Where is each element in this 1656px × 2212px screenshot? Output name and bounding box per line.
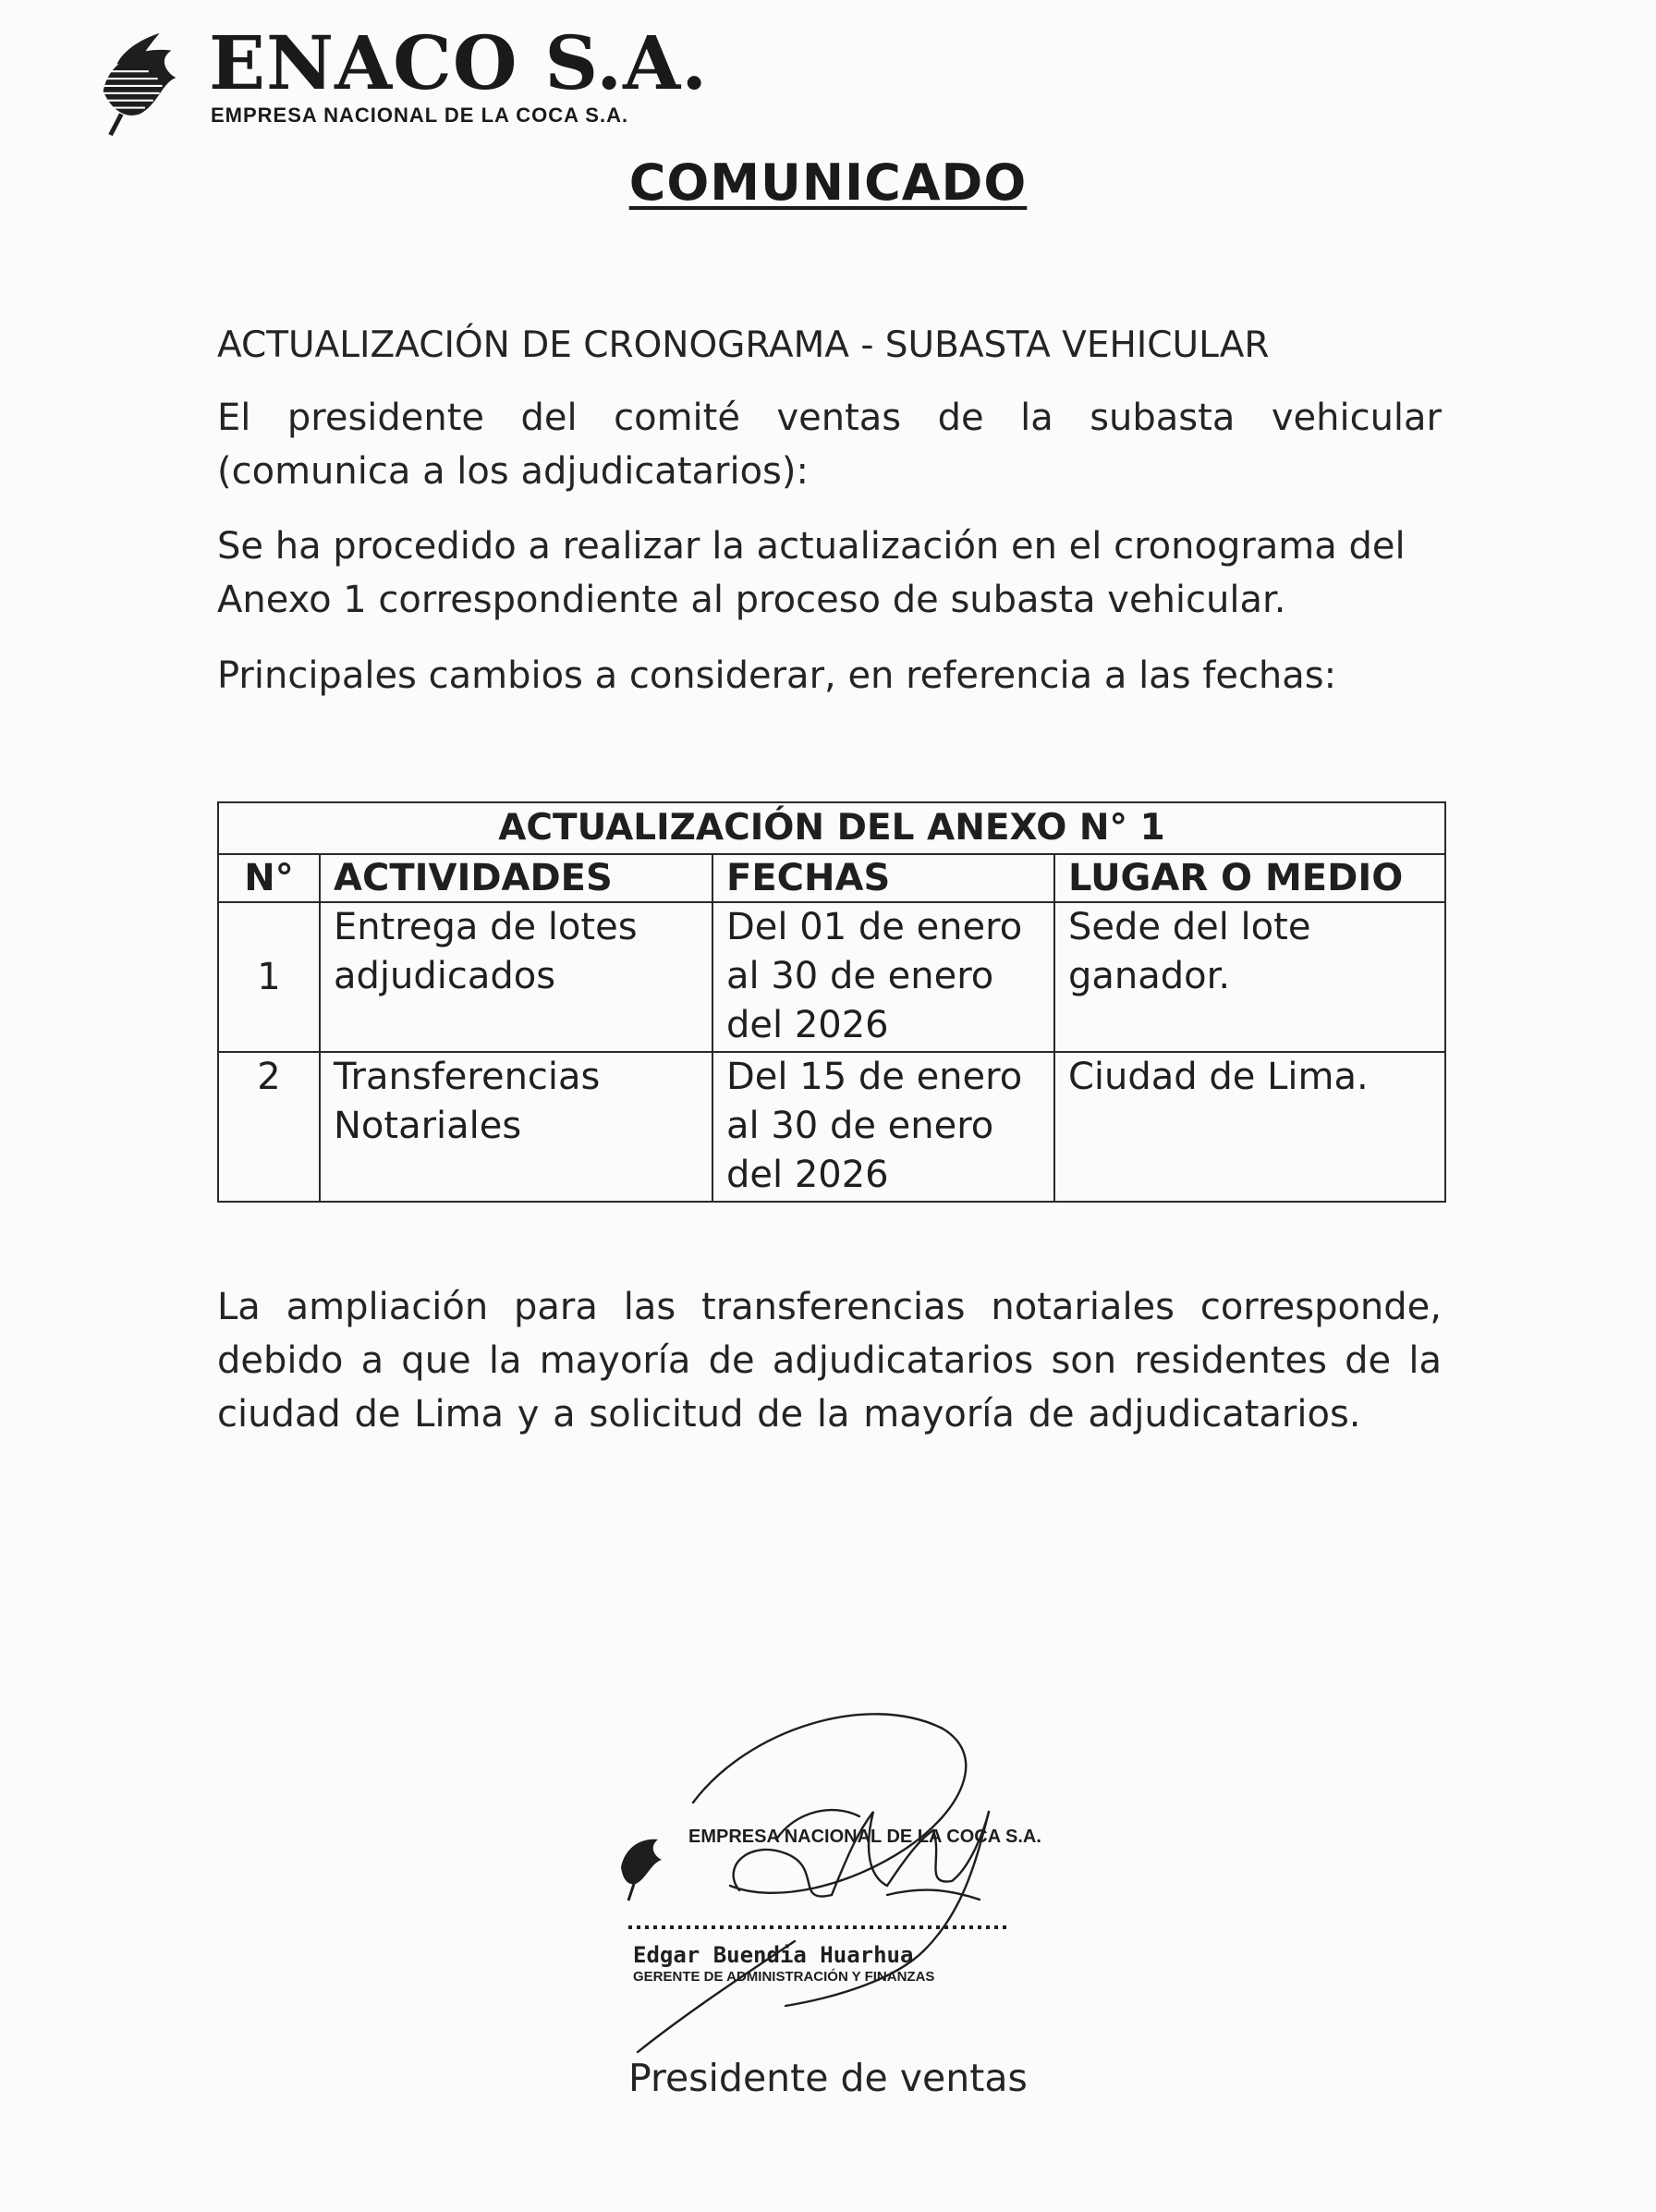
row-activity: Transferencias Notariales (320, 1052, 712, 1202)
row-number: 2 (218, 1052, 320, 1202)
paragraph-update: Se ha procedido a realizar la actualización en el cronograma del Anexo 1 correspondiente al proceso de subasta vehicular. (217, 525, 1406, 621)
table-header-row (218, 854, 1445, 902)
paragraph-reason: La ampliación para las transferencias notariales corresponde, debido a que la mayoría de adjudicatarios son residentes de la ciudad de Lima y a solicitud de la mayoría de adjudicatarios. (217, 1286, 1442, 1436)
row-place: Ciudad de Lima. (1054, 1052, 1445, 1202)
row-dates: Del 15 de enero al 30 de enero del 2026 (712, 1052, 1054, 1202)
document-title: COMUNICADO (628, 153, 1028, 212)
stamp-position: GERENTE DE ADMINISTRACIÓN Y FINANZAS (633, 1969, 935, 1985)
table-title-row (218, 802, 1445, 854)
row-place: Sede del lote ganador. (1054, 902, 1445, 1052)
handwritten-signature (638, 1714, 989, 2052)
paragraph-intro: El presidente del comité ventas de la subasta vehicular (comunica a los adjudicatarios): (217, 397, 1442, 493)
signer-role: Presidente de ventas (628, 2056, 1028, 2100)
paragraph-changes: Principales cambios a considerar, en referencia a las fechas: (217, 654, 1337, 697)
signature-stamp (554, 1701, 1072, 2061)
table-row (218, 902, 1445, 1052)
column-header-dates: FECHAS (712, 854, 1054, 902)
subject-line: ACTUALIZACIÓN DE CRONOGRAMA - SUBASTA VEHICULAR (217, 324, 1270, 366)
table-title: ACTUALIZACIÓN DEL ANEXO N° 1 (218, 802, 1445, 854)
row-dates: Del 01 de enero al 30 de enero del 2026 (712, 902, 1054, 1052)
column-header-activities: ACTIVIDADES (320, 854, 712, 902)
coca-leaf-logo-icon (85, 28, 194, 137)
brand-subtitle: EMPRESA NACIONAL DE LA COCA S.A. (211, 104, 629, 127)
column-header-number: N° (218, 854, 320, 902)
stamp-company: EMPRESA NACIONAL DE LA COCA S.A. (688, 1827, 1041, 1847)
row-number: 1 (218, 902, 320, 1052)
row-activity: Entrega de lotes adjudicados (320, 902, 712, 1052)
brand-name: ENACO S.A. (209, 19, 709, 106)
annex-schedule-table (217, 801, 1446, 1203)
table-row (218, 1052, 1445, 1202)
stamp-leaf-icon (621, 1839, 662, 1900)
column-header-place: LUGAR O MEDIO (1054, 854, 1445, 902)
stamp-name: Edgar Buendia Huarhua (633, 1942, 914, 1968)
